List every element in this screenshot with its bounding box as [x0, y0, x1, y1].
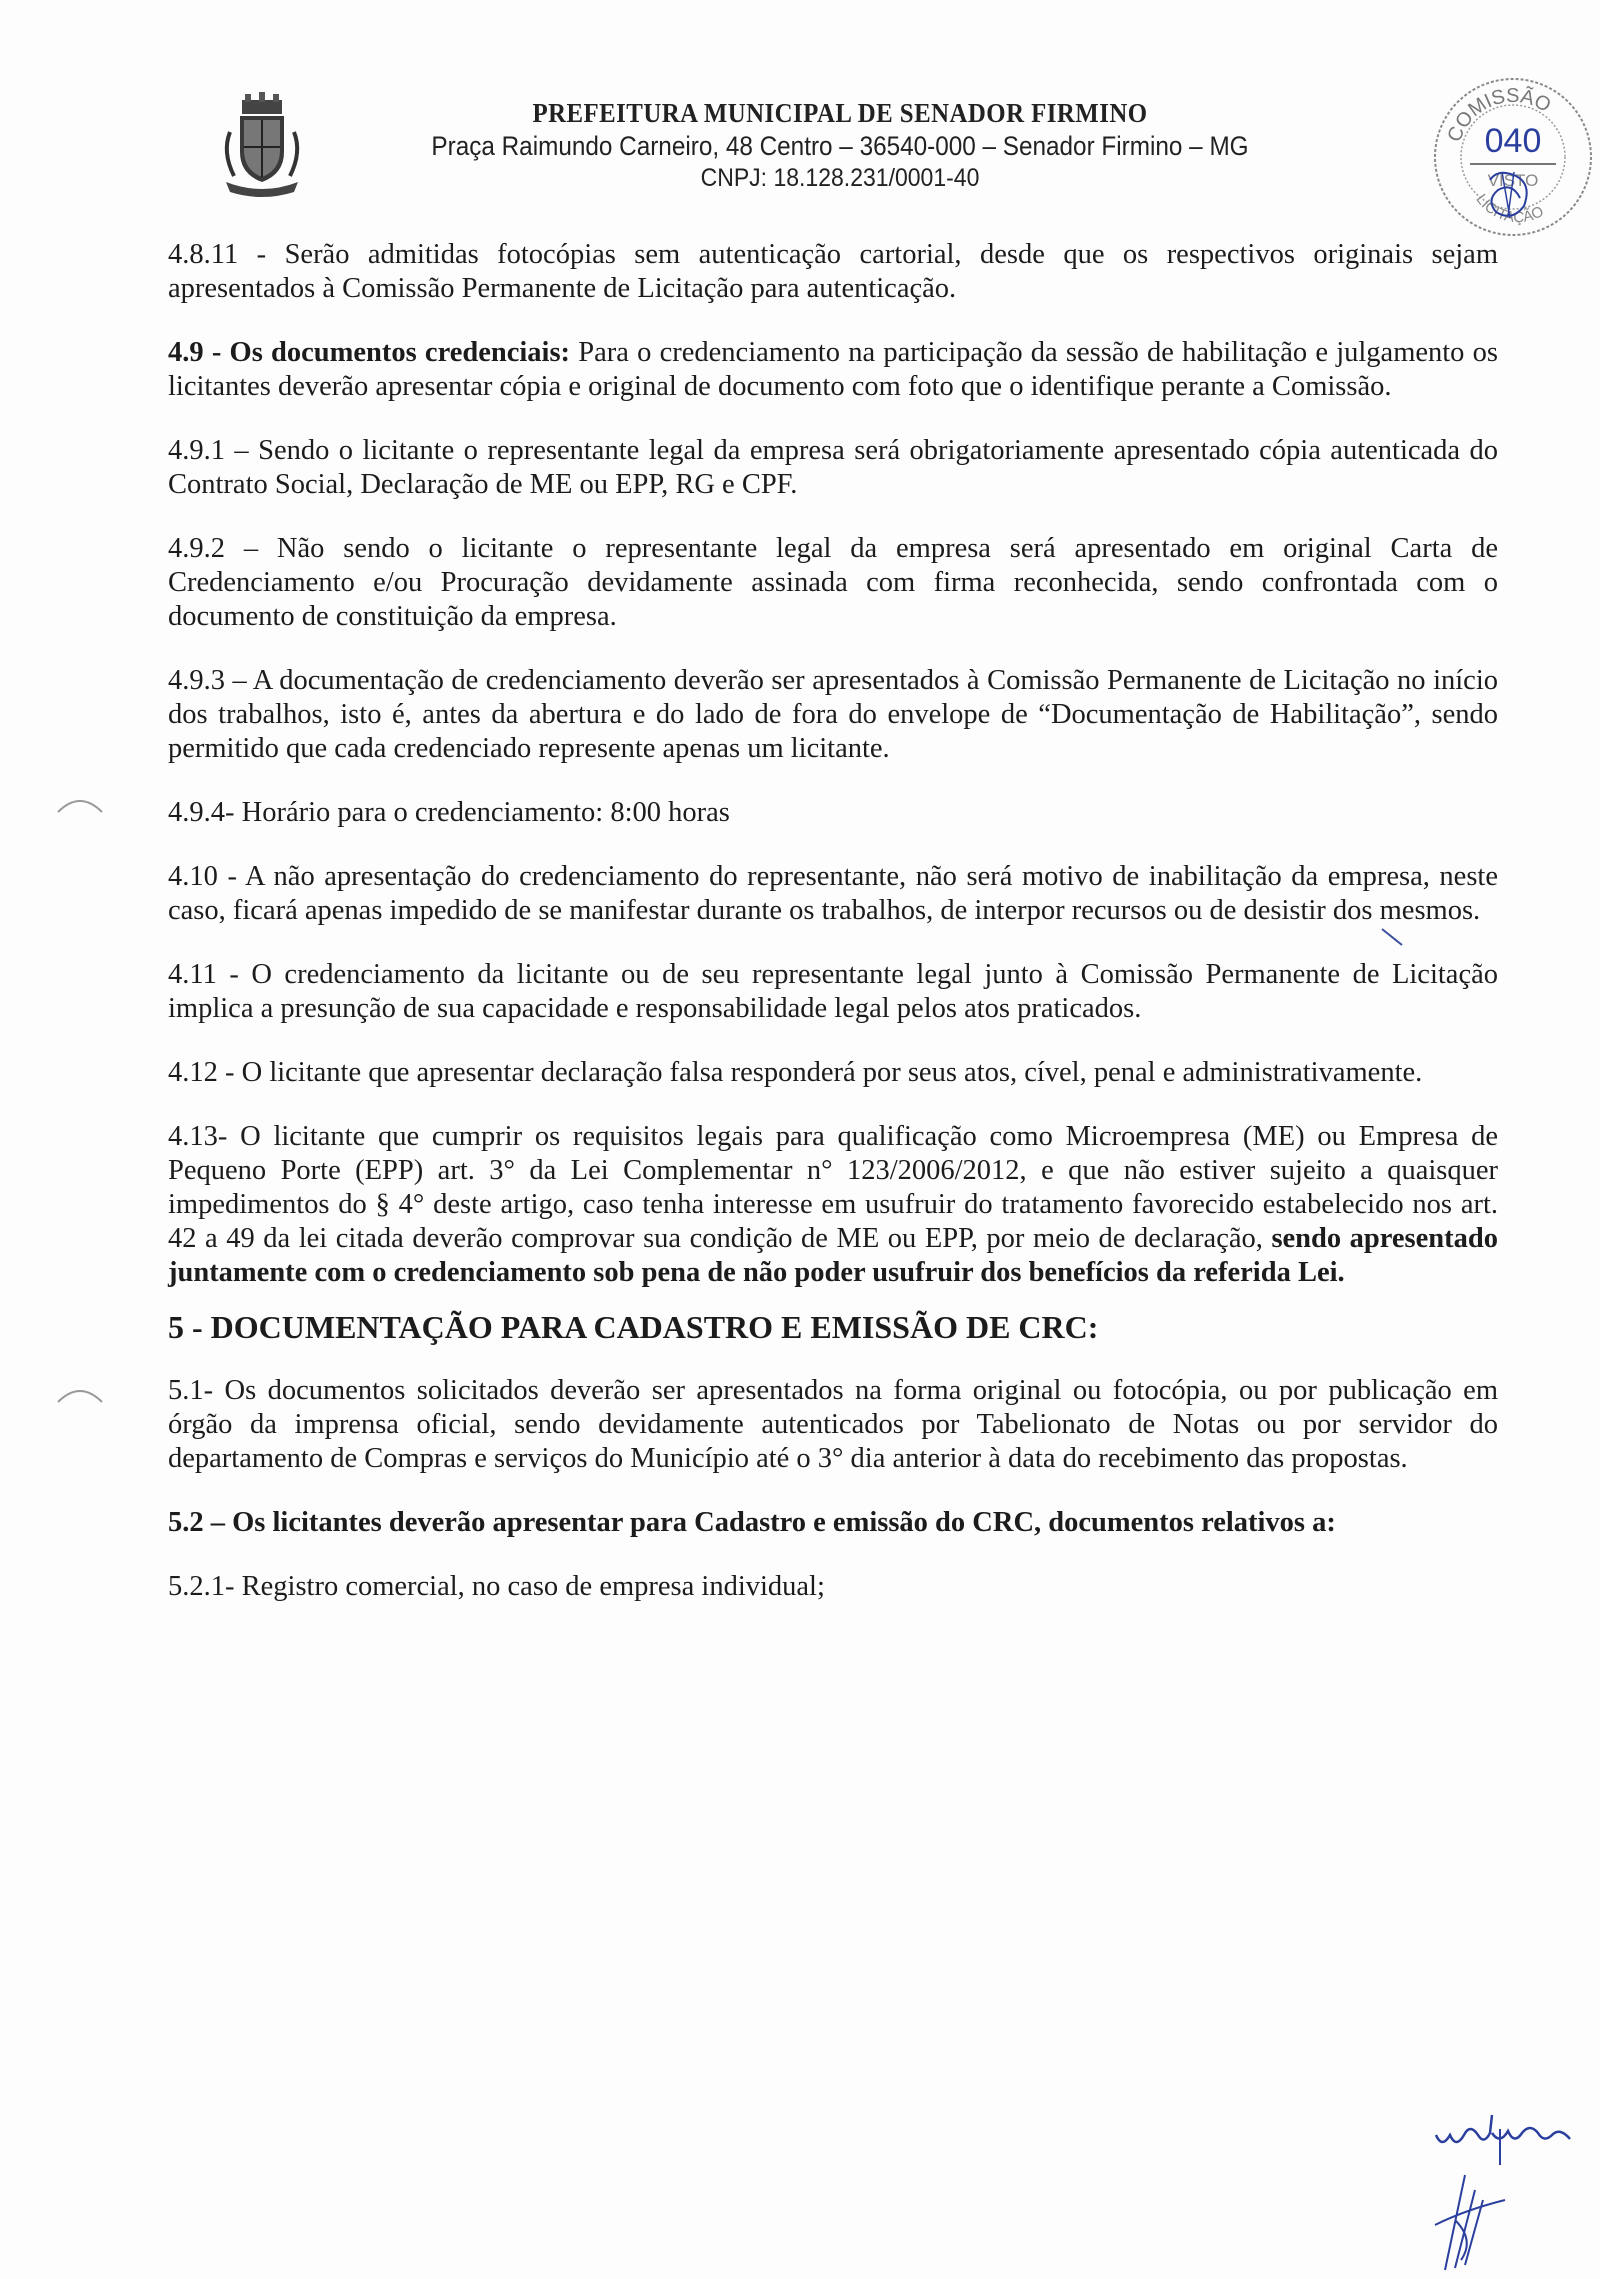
- clause-4-8-11: 4.8.11 - Serão admitidas fotocópias sem autenticação cartorial, desde que os respectivos originais sejam apresentados à Comissão Permanente de Licitação para autenticação.: [168, 239, 1498, 304]
- organization-address: Praça Raimundo Carneiro, 48 Centro – 36540-000 – Senador Firmino – MG: [431, 131, 1249, 161]
- clause-5-2-text: 5.2 – Os licitantes deverão apresentar para Cadastro e emissão do CRC, documentos relativos a:: [168, 1507, 1336, 1538]
- margin-arc-mark-icon: [50, 1380, 110, 1410]
- clause-5-1: 5.1- Os documentos solicitados deverão ser apresentados na forma original ou fotocópia, ou por publicação em órgão da imprensa oficial, sendo devidamente autenticados por Tabelionato de Notas ou por servidor do departamento de Compras e serviços do Município até o 3° dia anterior à data do recebimento das propostas.: [168, 1375, 1498, 1474]
- clause-4-13-bold: sendo apresentado juntamente com o credenciamento sob pena de não poder usufruir dos benefícios da referida Lei.: [168, 1223, 1498, 1288]
- letterhead: [300, 98, 1380, 193]
- municipal-crest-icon: [212, 92, 312, 202]
- clause-4-9-text: Para o credenciamento na participação da sessão de habilitação e julgamento os licitantes deverão apresentar cópia e original de documento com foto que o identifique perante a Comissão.: [168, 337, 1498, 402]
- clause-5-2: [168, 1506, 1498, 1540]
- clause-4-9-2: 4.9.2 – Não sendo o licitante o representante legal da empresa será apresentado em original Carta de Credenciamento e/ou Procuração devidamente assinada com firma reconhecida, sendo confrontada com o documento de constituição da empresa.: [168, 533, 1498, 632]
- stamp-middle-text: VISTO: [1487, 171, 1539, 190]
- commission-stamp-icon: [1428, 72, 1598, 242]
- clause-4-10: 4.10 - A não apresentação do credenciamento do representante, não será motivo de inabilitação da empresa, neste caso, ficará apenas impedido de se manifestar durante os trabalhos, de interpor recursos ou de desistir dos mesmos.: [168, 861, 1498, 926]
- pen-stroke-mark-icon: [1378, 925, 1408, 950]
- organization-cnpj: CNPJ: 18.128.231/0001-40: [700, 164, 980, 192]
- stamp-top-text: COMISSÃO: [1443, 84, 1555, 146]
- document-body: [168, 238, 1498, 1634]
- stamp-bottom-text: LICITAÇÃO: [1472, 191, 1547, 227]
- clause-4-12: 4.12 - O licitante que apresentar declaração falsa responderá por seus atos, cível, penal e administrativamente.: [168, 1057, 1423, 1088]
- clause-4-9-1: 4.9.1 – Sendo o licitante o representante legal da empresa será obrigatoriamente apresentado cópia autenticada do Contrato Social, Declaração de ME ou EPP, RG e CPF.: [168, 435, 1498, 500]
- clause-4-13-text: 4.13- O licitante que cumprir os requisitos legais para qualificação como Microempresa (ME) ou Empresa de Pequeno Porte (EPP) art. 3° da Lei Complementar n° 123/2006/2012, e que não estiver sujeito a quaisquer impedimentos do § 4° deste artigo, caso tenha interesse em usufruir do tratamento favorecido estabelecido nos art. 42 a 49 da lei citada deverão comprovar sua condição de ME ou EPP, por meio de declaração,: [168, 1121, 1498, 1254]
- clause-4-9-3: 4.9.3 – A documentação de credenciamento deverão ser apresentados à Comissão Permanente de Licitação no início dos trabalhos, isto é, antes da abertura e do lado de fora do envelope de “Documentação de Habilitação”, sendo permitido que cada credenciado represente apenas um licitante.: [168, 665, 1498, 764]
- clause-4-9-4: 4.9.4- Horário para o credenciamento: 8:00 horas: [168, 797, 730, 828]
- margin-arc-mark-icon: [50, 790, 110, 820]
- handwritten-signature-icon: [1425, 2170, 1515, 2275]
- clause-5-2-1: 5.2.1- Registro comercial, no caso de empresa individual;: [168, 1571, 825, 1602]
- section-5-title: 5 - DOCUMENTAÇÃO PARA CADASTRO E EMISSÃO DE CRC:: [168, 1309, 1099, 1345]
- handwritten-initials-icon: [1430, 2105, 1580, 2175]
- stamp-page-number: 040: [1484, 122, 1542, 160]
- clause-4-9: [168, 336, 1498, 404]
- clause-4-9-heading: 4.9 - Os documentos credenciais:: [168, 337, 571, 368]
- organization-name: PREFEITURA MUNICIPAL DE SENADOR FIRMINO: [532, 98, 1148, 128]
- clause-4-11: 4.11 - O credenciamento da licitante ou de seu representante legal junto à Comissão Permanente de Licitação implica a presunção de sua capacidade e responsabilidade legal pelos atos praticados.: [168, 959, 1498, 1024]
- clause-4-13: [168, 1120, 1498, 1290]
